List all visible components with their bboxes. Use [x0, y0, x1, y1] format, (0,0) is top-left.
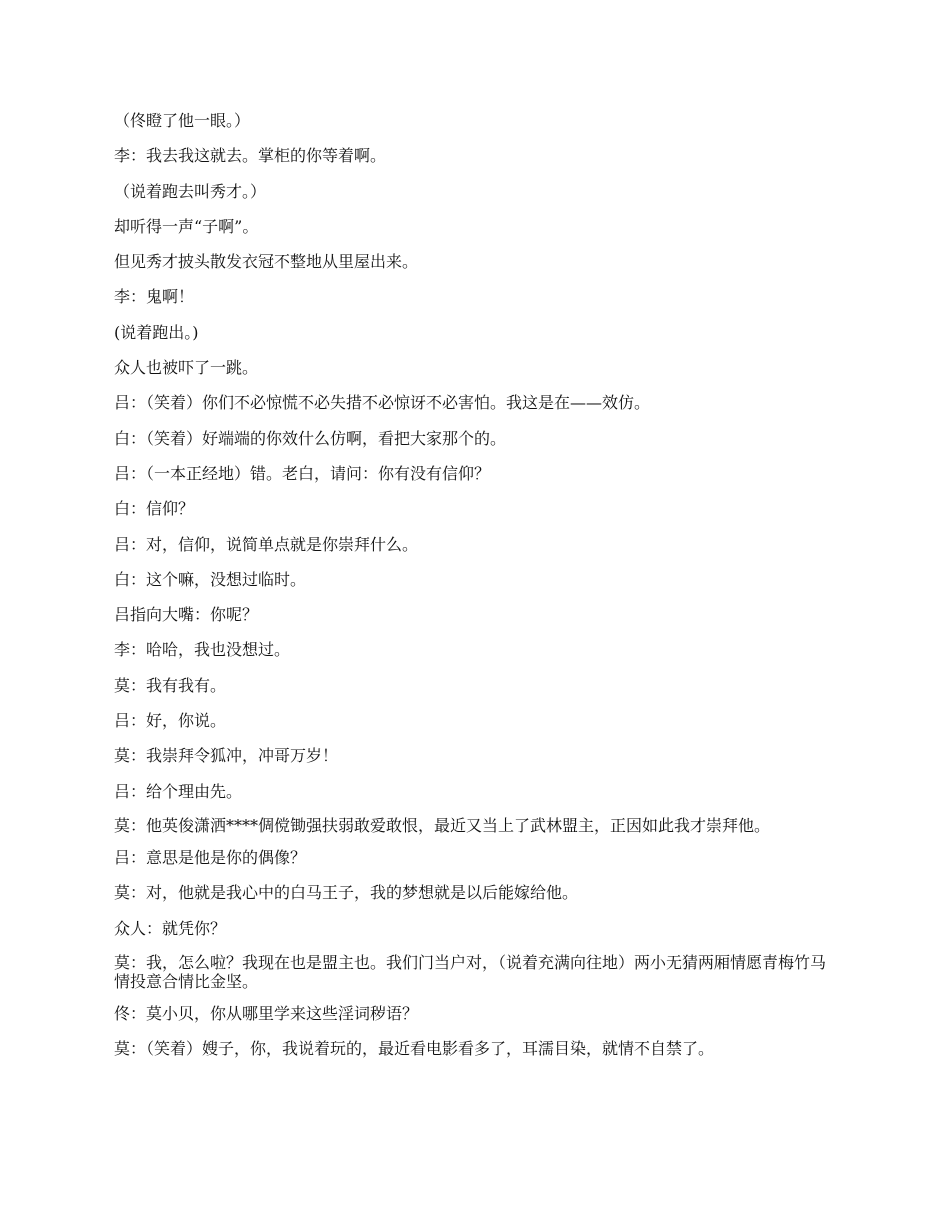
script-line: 白：信仰？ [114, 499, 195, 519]
script-line: 莫：我，怎么啦？我现在也是盟主也。我们门当户对，（说着充满向往地）两小无猜两厢情愿青梅竹马情投意合情比金坚。 [114, 952, 827, 991]
script-line: 李：哈哈，我也没想过。 [114, 640, 291, 660]
script-line: 莫：我崇拜令狐冲，冲哥万岁！ [114, 746, 339, 766]
script-line: (说着跑出。) [114, 322, 199, 342]
script-line: 吕：（笑着）你们不必惊慌不必失措不必惊讶不必害怕。我这是在——效仿。 [114, 393, 651, 413]
script-line: 莫：他英俊潇洒****倜傥锄强扶弱敢爱敢恨，最近又当上了武林盟主，正因如此我才崇拜他。 [114, 815, 771, 835]
script-line: 白：这个嘛，没想过临时。 [114, 569, 307, 589]
script-line: 莫：我有我有。 [114, 675, 227, 695]
script-line: 佟：莫小贝，你从哪里学来这些淫词秽语？ [114, 1003, 419, 1023]
script-line: 却听得一声“子啊”。 [114, 216, 259, 236]
script-line: 吕：（一本正经地）错。老白，请问：你有没有信仰？ [114, 463, 491, 483]
script-line: 李：鬼啊！ [114, 287, 195, 307]
script-line: 吕：好，你说。 [114, 711, 227, 731]
script-line: （佟瞪了他一眼。） [114, 111, 251, 130]
script-line: 白：（笑着）好端端的你效什么仿啊，看把大家那个的。 [114, 428, 507, 448]
script-line: 李：我去我这就去。掌柜的你等着啊。 [114, 146, 387, 166]
script-line: （说着跑去叫秀才。） [114, 181, 267, 201]
script-line: 但见秀才披头散发衣冠不整地从里屋出来。 [114, 252, 419, 272]
script-line: 吕：对，信仰，说简单点就是你崇拜什么。 [114, 534, 419, 554]
script-line: 吕：给个理由先。 [114, 781, 243, 801]
script-line: 众人也被吓了一跳。 [114, 358, 259, 378]
script-line: 莫：对，他就是我心中的白马王子，我的梦想就是以后能嫁给他。 [114, 883, 579, 903]
script-line: 莫：（笑着）嫂子，你，我说着玩的，最近看电影看多了，耳濡目染，就情不自禁了。 [114, 1039, 715, 1059]
document-page [114, 110, 836, 1073]
script-line: 吕：意思是他是你的偶像？ [114, 847, 307, 867]
script-line: 众人：就凭你？ [114, 918, 227, 938]
script-line: 吕指向大嘴：你呢？ [114, 605, 259, 625]
